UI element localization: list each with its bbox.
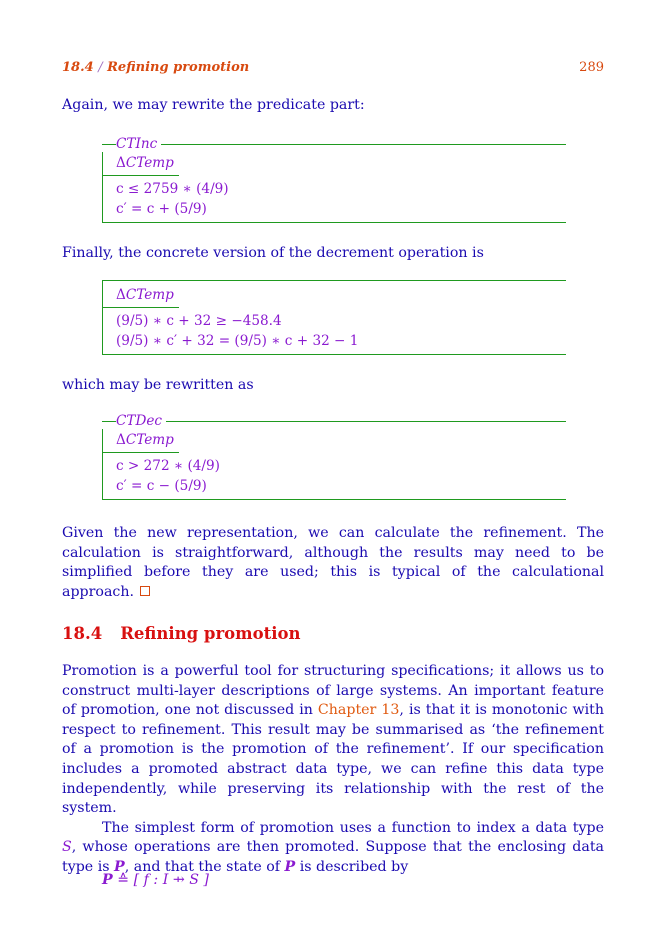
schema-predicate (116, 457, 566, 499)
schema-name: CTDec (116, 413, 166, 429)
predicate-line: c′ = c + (5/9) (116, 200, 207, 217)
finally-paragraph: Finally, the concrete version of the decrement operation is (62, 245, 484, 261)
section-title: Refining promotion (120, 624, 301, 643)
simplest-form-paragraph: The simplest form of promotion uses a function to index a data type S, whose operations are then promoted. Suppose that the enclosing data type is P, and that the state of P is described by (62, 819, 604, 875)
schema-predicate (116, 180, 566, 222)
section-number: 18.4 (62, 624, 103, 643)
given-paragraph: Given the new representation, we can calculate the refinement. The calculation is straightforward, although the results may need to be simplified before they are used; this is typical of the calculational approach. (62, 525, 604, 600)
schema-declaration: ΔCTemp (116, 432, 174, 448)
intro-paragraph: Again, we may rewrite the predicate part: (62, 97, 365, 113)
running-head-section-title: Refining promotion (107, 60, 250, 75)
predicate-line: (9/5) ∗ c′ + 32 = (9/5) ∗ c + 32 − 1 (116, 332, 359, 349)
end-of-example-icon (140, 586, 150, 596)
schema-declaration: ΔCTemp (116, 287, 174, 303)
predicate-line: (9/5) ∗ c + 32 ≥ −458.4 (116, 313, 282, 329)
schema-ctinc (102, 136, 566, 223)
schema-declaration: ΔCTemp (116, 155, 174, 171)
schema-ctdec (102, 413, 566, 500)
predicate-line: c ≤ 2759 ∗ (4/9) (116, 181, 229, 197)
page-number: 289 (579, 60, 604, 75)
schema-name: CTInc (116, 136, 161, 152)
running-head-separator: / (98, 60, 103, 75)
chapter-13-link[interactable]: Chapter 13 (317, 702, 400, 719)
promotion-paragraph: Promotion is a powerful tool for structuring specifications; it allows us to construct multi-layer descriptions of large systems. An important feature of promotion, one not discussed in Chapter 13, is that it is monotonic with respect to refinement. This result may be summarised as ‘the refinement of a promotion is the promotion of the refinement’. If our specification includes a promoted abstract data type, we can refine this data type independently, while preserving its relationship with the rest of the system. The simplest form of promotion uses a function to index a data type S, whose operations are then promoted. Suppose that the enclosing data type is P, and that the state of P is described by (62, 662, 604, 878)
running-head-section-number: 18.4 (62, 60, 94, 75)
predicate-line: c′ = c − (5/9) (116, 477, 207, 494)
section-heading (62, 624, 301, 643)
state-definition: P ≙ [ f : I ⇸ S ] (102, 872, 209, 888)
schema-decrement (102, 280, 566, 355)
rewritten-paragraph: which may be rewritten as (62, 377, 254, 393)
predicate-line: c > 272 ∗ (4/9) (116, 458, 220, 474)
schema-predicate (116, 312, 566, 354)
running-head (62, 60, 249, 75)
